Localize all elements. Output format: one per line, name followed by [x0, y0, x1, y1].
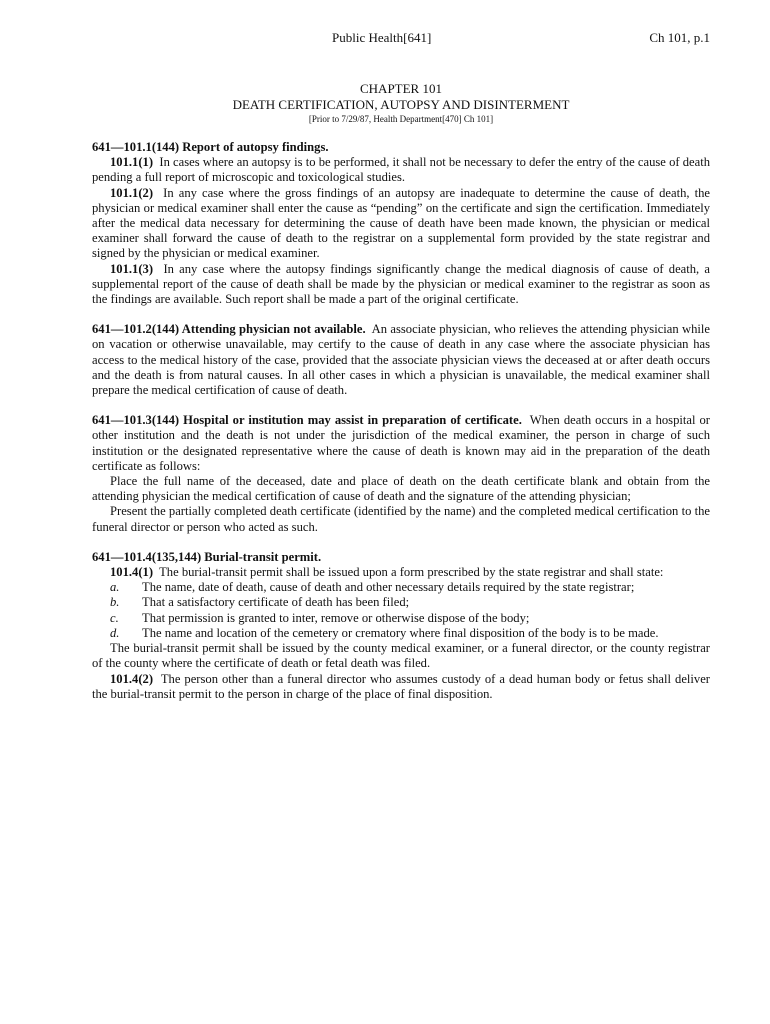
rule-heading: 641—101.2(144) Attending physician not available.	[92, 322, 366, 337]
document-page	[92, 28, 710, 702]
subrule-number: 101.4(1)	[110, 565, 154, 580]
list-item-label: a.	[110, 580, 120, 595]
subrule-text: The burial-transit permit shall be issued upon a form prescribed by the state registrar and shall state:	[159, 565, 664, 580]
rule-101-1	[92, 140, 710, 307]
list-item-text: That permission is granted to inter, remove or otherwise dispose of the body;	[142, 610, 530, 625]
subrule-text: In any case where the gross findings of an autopsy are inadequate to determine the cause of death, the physician or medical examiner shall enter the cause as “pending” on the certificate and sign the certification. Immediately after the medical data necessary for determining the cause of death have been made known, the physician or medical examiner shall forward the cause of death to the registrar on a supplemental form provided by the state registrar and signed by the physician or medical examiner.	[92, 185, 710, 261]
list-item	[92, 626, 710, 641]
rule-paragraph	[92, 413, 710, 474]
chapter-heading	[92, 81, 710, 125]
subrule-text: The person other than a funeral director who assumes custody of a dead human body or fetus shall deliver the burial-transit permit to the person in charge of the place of final disposition.	[92, 671, 710, 701]
rule-text: When death occurs in a hospital or other institution and the death is not under the jurisdiction of the medical examiner, the person in charge of such institution or the designated representative where the cause of death is known may aid in the preparation of the death certificate as follows:	[92, 413, 710, 473]
running-header	[92, 28, 710, 48]
subrule-number: 101.1(3)	[110, 261, 154, 276]
chapter-note: [Prior to 7/29/87, Health Department[470] Ch 101]	[308, 114, 494, 124]
subrule-number: 101.1(2)	[110, 185, 154, 200]
list-item	[92, 611, 710, 626]
rule-101-2	[92, 322, 710, 398]
chapter-title: DEATH CERTIFICATION, AUTOPSY AND DISINTERMENT	[232, 97, 570, 112]
subrule-paragraph	[92, 186, 710, 262]
rule-paragraph: Present the partially completed death certificate (identified by the name) and the completed medical certification to the funeral director or person who acted as such.	[92, 504, 710, 534]
chapter-number: CHAPTER 101	[360, 81, 442, 96]
subrule-paragraph	[92, 262, 710, 308]
subrule-text: In any case where the autopsy findings significantly change the medical diagnosis of cause of death, a supplemental report of the cause of death shall be made by the physician or medical examiner to the registrar as soon as the findings are available. Such report shall be made a part of the original certificate.	[92, 261, 710, 307]
subrule-number: 101.4(2)	[110, 671, 154, 686]
rule-paragraph: Place the full name of the deceased, date and place of death on the death certificate blank and obtain from the attending physician the medical certification of cause of death and the signature of the attending physician;	[92, 474, 710, 504]
subrule-number: 101.1(1)	[110, 155, 154, 170]
list-item-label: d.	[110, 625, 120, 640]
subrule-paragraph	[92, 672, 710, 702]
header-page-ref: Ch 101, p.1	[649, 30, 710, 45]
list-item-label: b.	[110, 595, 120, 610]
subrule-text: In cases where an autopsy is to be performed, it shall not be necessary to defer the entry of the cause of death pending a full report of microscopic and toxicological studies.	[92, 155, 711, 185]
subrule-paragraph	[92, 565, 710, 580]
list-item	[92, 580, 710, 595]
rule-paragraph	[92, 322, 710, 398]
list-item-text: The name and location of the cemetery or crematory where final disposition of the body is to be made.	[142, 625, 659, 640]
rule-text: An associate physician, who relieves the attending physician while on vacation or otherwise unavailable, may certify to the cause of death in any case where the associate physician has access to the medical history of the case, provided that the associate physician views the deceased at or after death occurs and the death is from natural causes. In all other cases in which a physician is unavailable, the medical examiner shall prepare the medical certification of cause of death.	[92, 322, 710, 398]
rule-heading: 641—101.1(144) Report of autopsy findings.	[92, 140, 329, 154]
list-item-text: That a satisfactory certificate of death has been filed;	[142, 595, 410, 610]
list-item-label: c.	[110, 610, 119, 625]
rule-101-4	[92, 550, 710, 702]
list-item-text: The name, date of death, cause of death and other necessary details required by the state registrar;	[142, 580, 635, 595]
header-title: Public Health[641]	[332, 30, 432, 45]
list-item	[92, 595, 710, 610]
rule-paragraph: The burial-transit permit shall be issued by the county medical examiner, or a funeral director, or the county registrar of the county where the certificate of death or fetal death was filed.	[92, 641, 710, 671]
rule-heading: 641—101.3(144) Hospital or institution may assist in preparation of certificate.	[92, 413, 522, 428]
subrule-paragraph	[92, 155, 710, 185]
rule-101-3	[92, 413, 710, 535]
rule-heading: 641—101.4(135,144) Burial-transit permit.	[92, 549, 322, 564]
